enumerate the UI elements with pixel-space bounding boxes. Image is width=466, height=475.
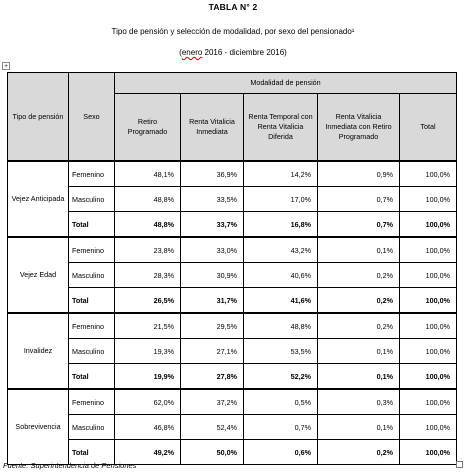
table-row (8, 389, 457, 415)
value-cell: 0,9% (318, 161, 400, 187)
header-sexo: Sexo (69, 73, 115, 162)
value-cell: 0,2% (318, 313, 400, 339)
value-cell: 30,9% (181, 263, 244, 288)
table-period (0, 48, 466, 57)
value-cell: 29,5% (181, 313, 244, 339)
table-title: TABLA N° 2 (208, 2, 258, 12)
value-cell: 53,5% (244, 339, 318, 364)
table-row (8, 415, 457, 440)
header-tipo: Tipo de pensión (8, 73, 69, 162)
value-cell: 46,8% (115, 415, 181, 440)
group-label: Sobrevivencia (8, 389, 69, 465)
value-cell: 33,0% (181, 237, 244, 263)
value-cell: 100,0% (400, 339, 457, 364)
sexo-cell: Femenino (69, 389, 115, 415)
value-cell: 27,1% (181, 339, 244, 364)
value-cell: 17,0% (244, 187, 318, 212)
value-cell: 27,8% (181, 364, 244, 390)
value-cell: 49,2% (115, 440, 181, 465)
value-cell: 0,2% (318, 288, 400, 314)
value-cell: 48,8% (115, 212, 181, 238)
period-open: ( (179, 48, 182, 57)
header-col: Renta Temporal con Renta Vitalicia Diferida (244, 94, 318, 162)
value-cell: 19,9% (115, 364, 181, 390)
value-cell: 0,1% (318, 415, 400, 440)
sexo-cell: Masculino (69, 415, 115, 440)
value-cell: 0,7% (318, 187, 400, 212)
group-label: Invalidez (8, 313, 69, 389)
value-cell: 0,7% (244, 415, 318, 440)
header-col: Renta Vitalicia Inmediata (181, 94, 244, 162)
value-cell: 52,2% (244, 364, 318, 390)
value-cell: 52,4% (181, 415, 244, 440)
value-cell: 0,1% (318, 364, 400, 390)
sexo-cell: Total (69, 288, 115, 314)
value-cell: 62,0% (115, 389, 181, 415)
value-cell: 100,0% (400, 415, 457, 440)
value-cell: 48,8% (244, 313, 318, 339)
value-cell: 100,0% (400, 364, 457, 390)
table-row (8, 313, 457, 339)
value-cell: 100,0% (400, 212, 457, 238)
group-label: Vejez Anticipada (8, 161, 69, 237)
sexo-cell: Femenino (69, 313, 115, 339)
value-cell: 31,7% (181, 288, 244, 314)
value-cell: 0,1% (318, 237, 400, 263)
value-cell: 14,2% (244, 161, 318, 187)
end-of-cell-marker (456, 461, 463, 468)
table-total-row (8, 364, 457, 390)
value-cell: 36,9% (181, 161, 244, 187)
value-cell: 33,7% (181, 212, 244, 238)
table-row (8, 263, 457, 288)
sexo-cell: Total (69, 440, 115, 465)
table-total-row (8, 212, 457, 238)
table-row (8, 339, 457, 364)
header-col: Retiro Programado (115, 94, 181, 162)
table-row (8, 161, 457, 187)
period-rest: 2016 - diciembre 2016) (202, 48, 287, 57)
value-cell: 37,2% (181, 389, 244, 415)
period-flagged-word: enero (181, 48, 203, 57)
table-row (8, 237, 457, 263)
value-cell: 0,2% (318, 263, 400, 288)
value-cell: 40,6% (244, 263, 318, 288)
sexo-cell: Masculino (69, 339, 115, 364)
value-cell: 43,2% (244, 237, 318, 263)
value-cell: 100,0% (400, 237, 457, 263)
value-cell: 41,6% (244, 288, 318, 314)
sexo-cell: Masculino (69, 187, 115, 212)
value-cell: 21,5% (115, 313, 181, 339)
value-cell: 100,0% (400, 440, 457, 465)
value-cell: 100,0% (400, 187, 457, 212)
value-cell: 0,5% (244, 389, 318, 415)
group-label: Vejez Edad (8, 237, 69, 313)
table-row (8, 187, 457, 212)
value-cell: 28,3% (115, 263, 181, 288)
value-cell: 100,0% (400, 263, 457, 288)
value-cell: 0,7% (318, 212, 400, 238)
pension-table (7, 72, 457, 465)
header-col: Total (400, 94, 457, 162)
value-cell: 100,0% (400, 313, 457, 339)
value-cell: 48,8% (115, 187, 181, 212)
table-body (8, 161, 457, 465)
header-col: Renta Vitalicia Inmediata con Retiro Programado (318, 94, 400, 162)
table-move-handle-icon[interactable]: + (3, 63, 9, 70)
value-cell: 19,3% (115, 339, 181, 364)
value-cell: 0,2% (318, 440, 400, 465)
value-cell: 50,0% (181, 440, 244, 465)
value-cell: 100,0% (400, 389, 457, 415)
value-cell: 0,1% (318, 339, 400, 364)
sexo-cell: Femenino (69, 161, 115, 187)
value-cell: 33,5% (181, 187, 244, 212)
source-note: Fuente: Superintendencia de Pensiones (3, 461, 137, 470)
sexo-cell: Masculino (69, 263, 115, 288)
value-cell: 0,3% (318, 389, 400, 415)
header-modalidad: Modalidad de pensión (115, 73, 457, 94)
value-cell: 0,6% (244, 440, 318, 465)
value-cell: 100,0% (400, 288, 457, 314)
value-cell: 26,5% (115, 288, 181, 314)
table-subtitle: Tipo de pensión y selección de modalidad, por sexo del pensionado¹ (111, 27, 355, 36)
value-cell: 23,8% (115, 237, 181, 263)
value-cell: 16,8% (244, 212, 318, 238)
value-cell: 100,0% (400, 161, 457, 187)
value-cell: 48,1% (115, 161, 181, 187)
sexo-cell: Total (69, 212, 115, 238)
table-total-row (8, 288, 457, 314)
sexo-cell: Total (69, 364, 115, 390)
sexo-cell: Femenino (69, 237, 115, 263)
